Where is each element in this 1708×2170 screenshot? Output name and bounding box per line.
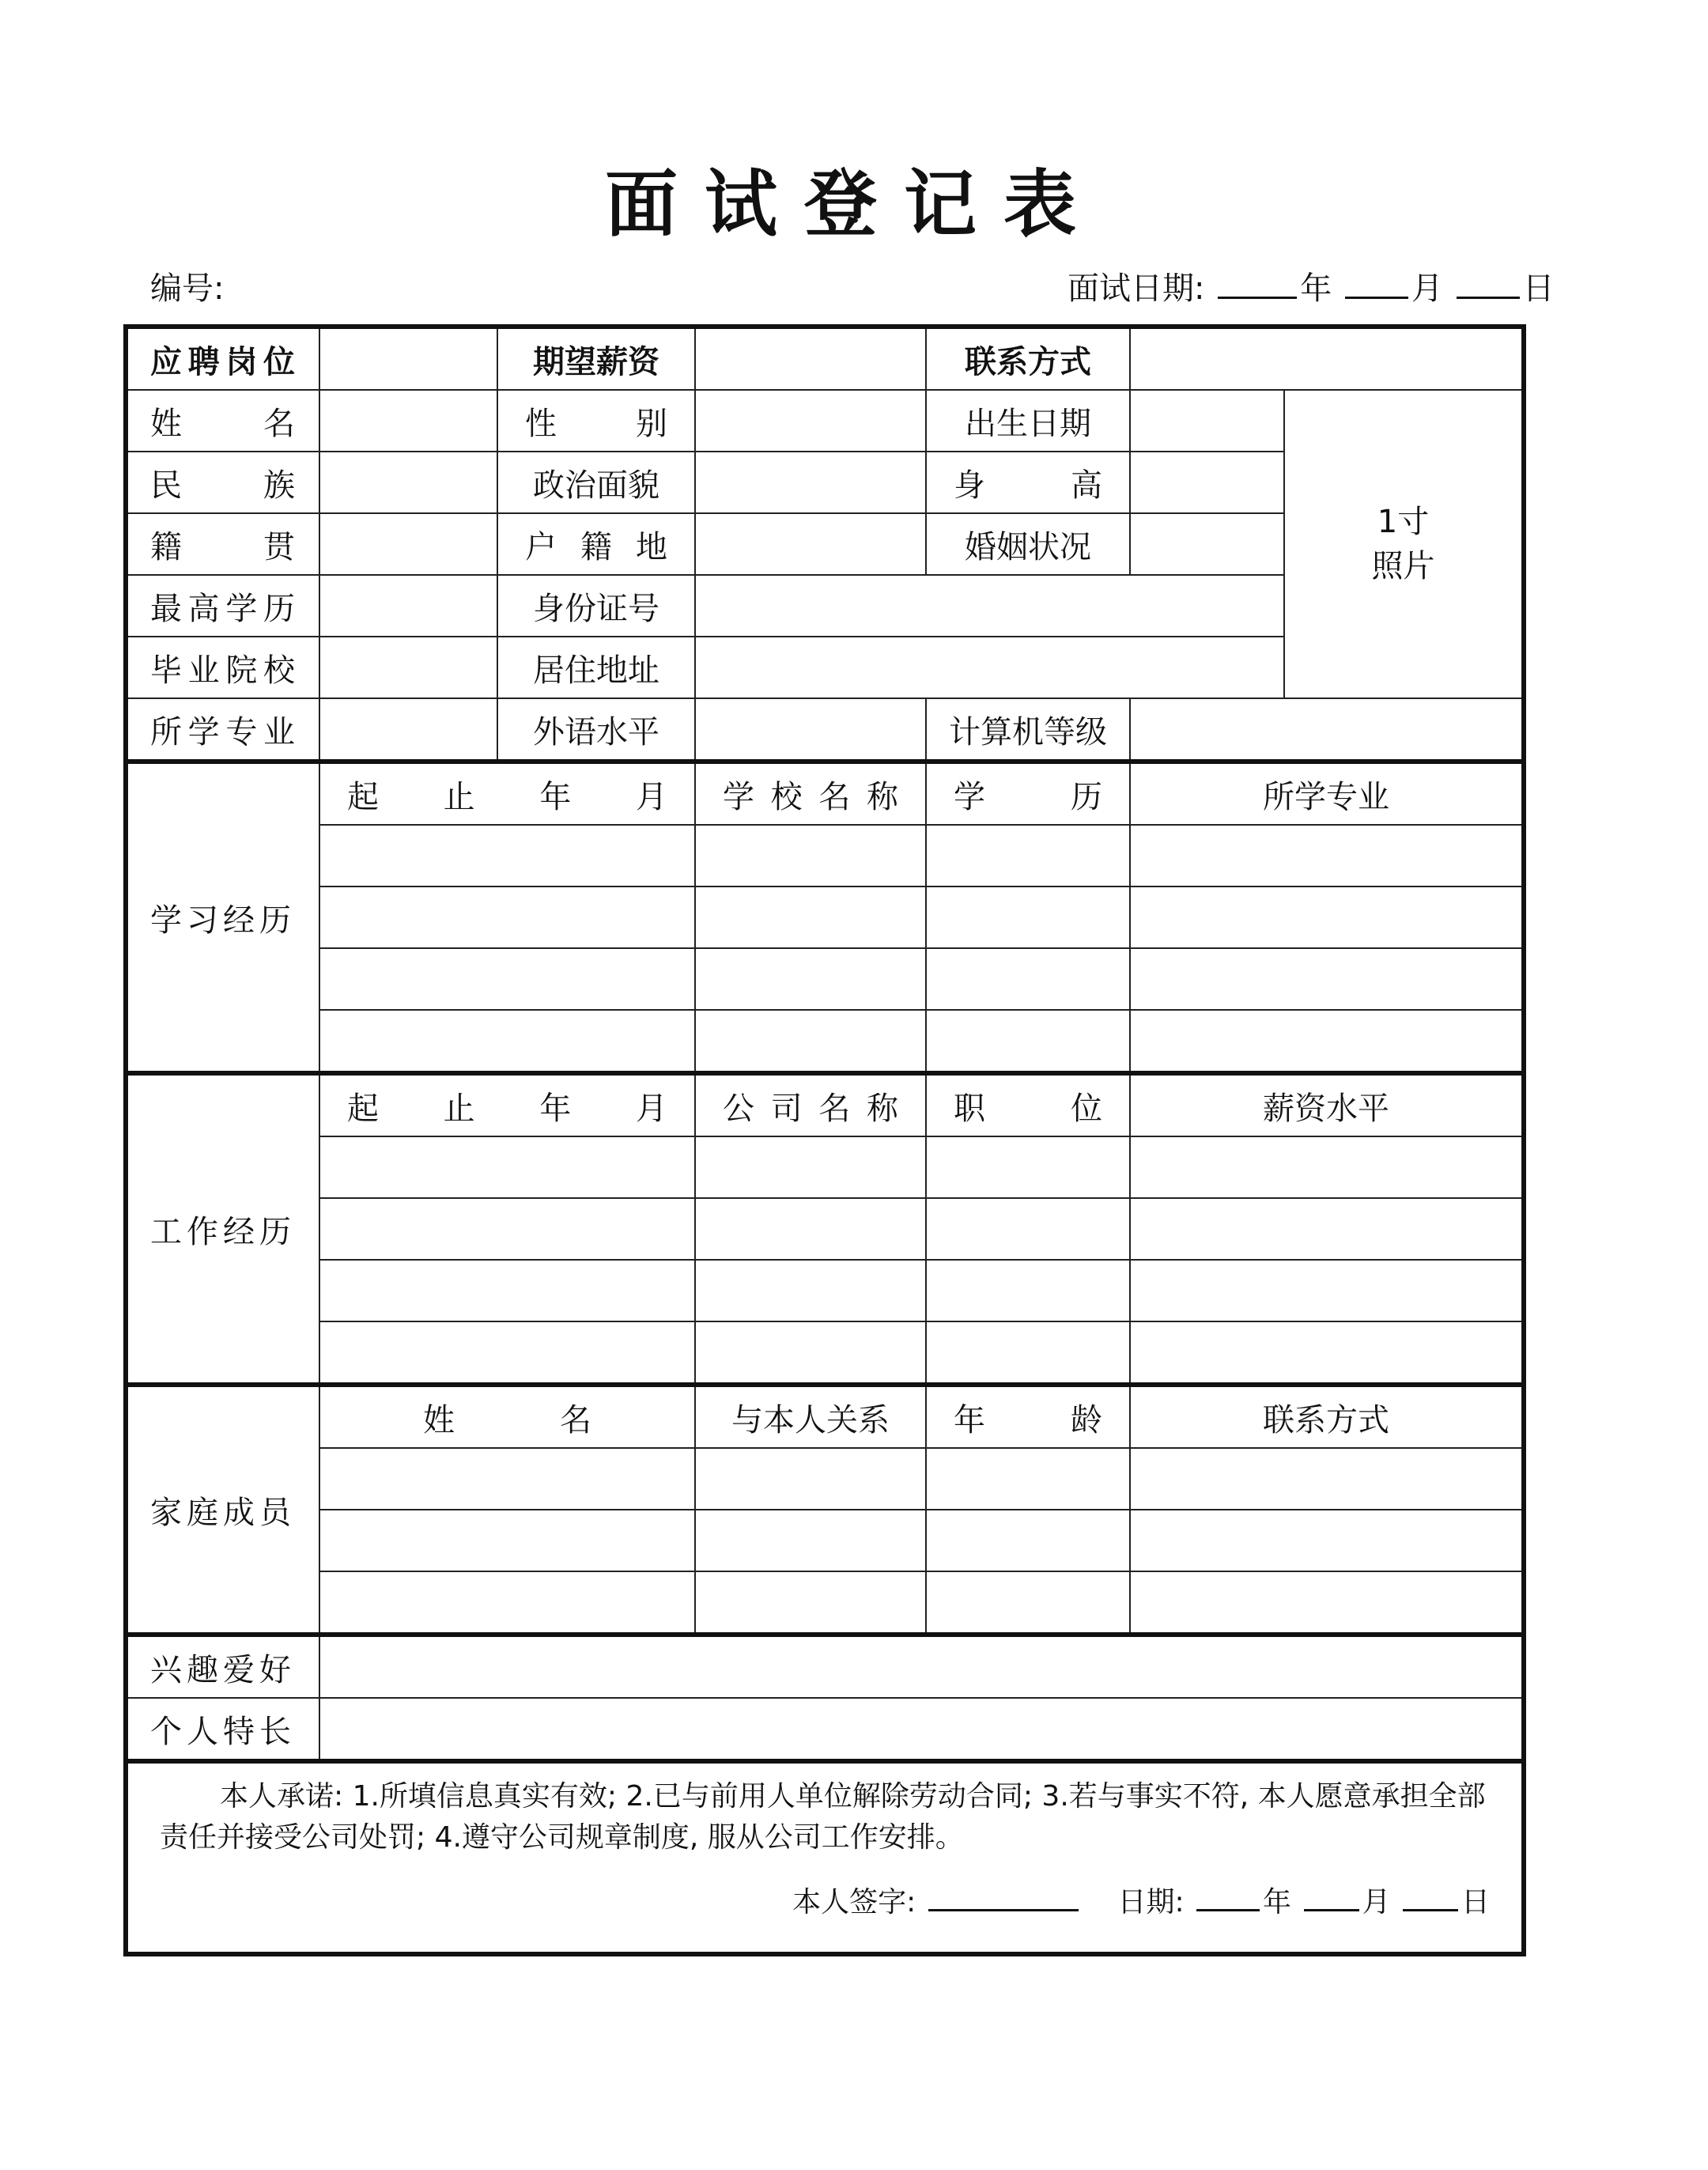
salary-expect-field[interactable]	[695, 327, 926, 390]
table-row	[126, 948, 1524, 1010]
table-row	[126, 1198, 1524, 1260]
position-label: 应聘岗位	[126, 327, 319, 390]
marital-field[interactable]	[1130, 513, 1284, 575]
family-col-age: 年龄	[926, 1385, 1130, 1448]
family-section-label: 家庭成员	[126, 1385, 319, 1635]
computer-label: 计算机等级	[926, 698, 1130, 762]
work-col-salary: 薪资水平	[1130, 1073, 1524, 1136]
household-field[interactable]	[695, 513, 926, 575]
sign-month-field[interactable]	[1304, 1882, 1359, 1911]
work-col-company: 公司名称	[695, 1073, 926, 1136]
address-field[interactable]	[695, 637, 1284, 698]
native-field[interactable]	[319, 513, 497, 575]
month-label: 月	[1411, 270, 1443, 307]
signature-line	[160, 1882, 1490, 1923]
study-col-period: 起止年月	[319, 762, 695, 825]
height-label: 身高	[926, 452, 1130, 513]
interview-date	[1068, 263, 1555, 308]
birth-field[interactable]	[1130, 390, 1284, 452]
id-number-field[interactable]	[695, 575, 1284, 637]
study-col-major: 所学专业	[1130, 762, 1524, 825]
major-label: 所学专业	[126, 698, 319, 762]
school-label: 毕业院校	[126, 637, 319, 698]
computer-field[interactable]	[1130, 698, 1524, 762]
major-field[interactable]	[319, 698, 497, 762]
education-field[interactable]	[319, 575, 497, 637]
birth-label: 出生日期	[926, 390, 1130, 452]
photo-size: 1寸	[1377, 504, 1430, 540]
interview-month-field[interactable]	[1345, 270, 1408, 299]
serial-label: 编号:	[150, 270, 225, 307]
signature-field[interactable]	[928, 1882, 1079, 1911]
table-row	[126, 1448, 1524, 1510]
language-field[interactable]	[695, 698, 926, 762]
contact-label: 联系方式	[926, 327, 1130, 390]
ethnicity-label: 民族	[126, 452, 319, 513]
promise-text: 本人承诺: 1.所填信息真实有效; 2.已与前用人单位解除劳动合同; 3.若与事实不符, 本人愿意承担全部责任并接受公司处罚; 4.遵守公司规章制度, 服从公司工作安排。	[160, 1780, 1486, 1854]
native-label: 籍贯	[126, 513, 319, 575]
table-row	[126, 1571, 1524, 1635]
study-col-degree: 学历	[926, 762, 1130, 825]
sign-year-label: 年	[1263, 1886, 1292, 1919]
table-row	[126, 1321, 1524, 1385]
registration-form	[123, 324, 1526, 1956]
promise-cell	[126, 1761, 1524, 1954]
work-col-period: 起止年月	[319, 1073, 695, 1136]
table-row	[126, 1010, 1524, 1073]
sign-year-field[interactable]	[1196, 1882, 1260, 1911]
school-field[interactable]	[319, 637, 497, 698]
marital-label: 婚姻状况	[926, 513, 1130, 575]
ethnicity-field[interactable]	[319, 452, 497, 513]
sign-month-label: 月	[1362, 1886, 1391, 1919]
interview-day-field[interactable]	[1457, 270, 1520, 299]
hobby-label: 兴趣爱好	[126, 1635, 319, 1698]
interview-year-field[interactable]	[1218, 270, 1297, 299]
sign-day-label: 日	[1460, 1886, 1490, 1919]
table-row	[126, 1260, 1524, 1321]
work-section-label: 工作经历	[126, 1073, 319, 1385]
gender-field[interactable]	[695, 390, 926, 452]
salary-expect-label: 期望薪资	[497, 327, 695, 390]
sign-date-label: 日期:	[1117, 1886, 1185, 1919]
work-col-position: 职位	[926, 1073, 1130, 1136]
family-col-name: 姓名	[319, 1385, 695, 1448]
page-title: 面试登记表	[604, 162, 1103, 247]
hobby-field[interactable]	[319, 1635, 1524, 1698]
height-field[interactable]	[1130, 452, 1284, 513]
family-col-contact: 联系方式	[1130, 1385, 1524, 1448]
gender-label: 性别	[497, 390, 695, 452]
name-label: 姓名	[126, 390, 319, 452]
position-field[interactable]	[319, 327, 497, 390]
sign-day-field[interactable]	[1403, 1882, 1458, 1911]
contact-field[interactable]	[1130, 327, 1524, 390]
family-col-relation: 与本人关系	[695, 1385, 926, 1448]
study-col-school: 学校名称	[695, 762, 926, 825]
study-section-label: 学习经历	[126, 762, 319, 1073]
id-number-label: 身份证号	[497, 575, 695, 637]
table-row	[126, 1136, 1524, 1198]
day-label: 日	[1522, 270, 1555, 307]
household-label: 户籍地	[497, 513, 695, 575]
photo-label: 照片	[1371, 548, 1435, 584]
name-field[interactable]	[319, 390, 497, 452]
interview-date-label: 面试日期:	[1068, 270, 1205, 307]
address-label: 居住地址	[497, 637, 695, 698]
year-label: 年	[1300, 270, 1332, 307]
skill-field[interactable]	[319, 1698, 1524, 1761]
politics-field[interactable]	[695, 452, 926, 513]
skill-label: 个人特长	[126, 1698, 319, 1761]
language-label: 外语水平	[497, 698, 695, 762]
education-label: 最高学历	[126, 575, 319, 637]
politics-label: 政治面貌	[497, 452, 695, 513]
table-row	[126, 1510, 1524, 1571]
table-row	[126, 825, 1524, 887]
signature-label: 本人签字:	[792, 1886, 916, 1919]
table-row	[126, 887, 1524, 948]
photo-box[interactable]	[1284, 390, 1524, 698]
